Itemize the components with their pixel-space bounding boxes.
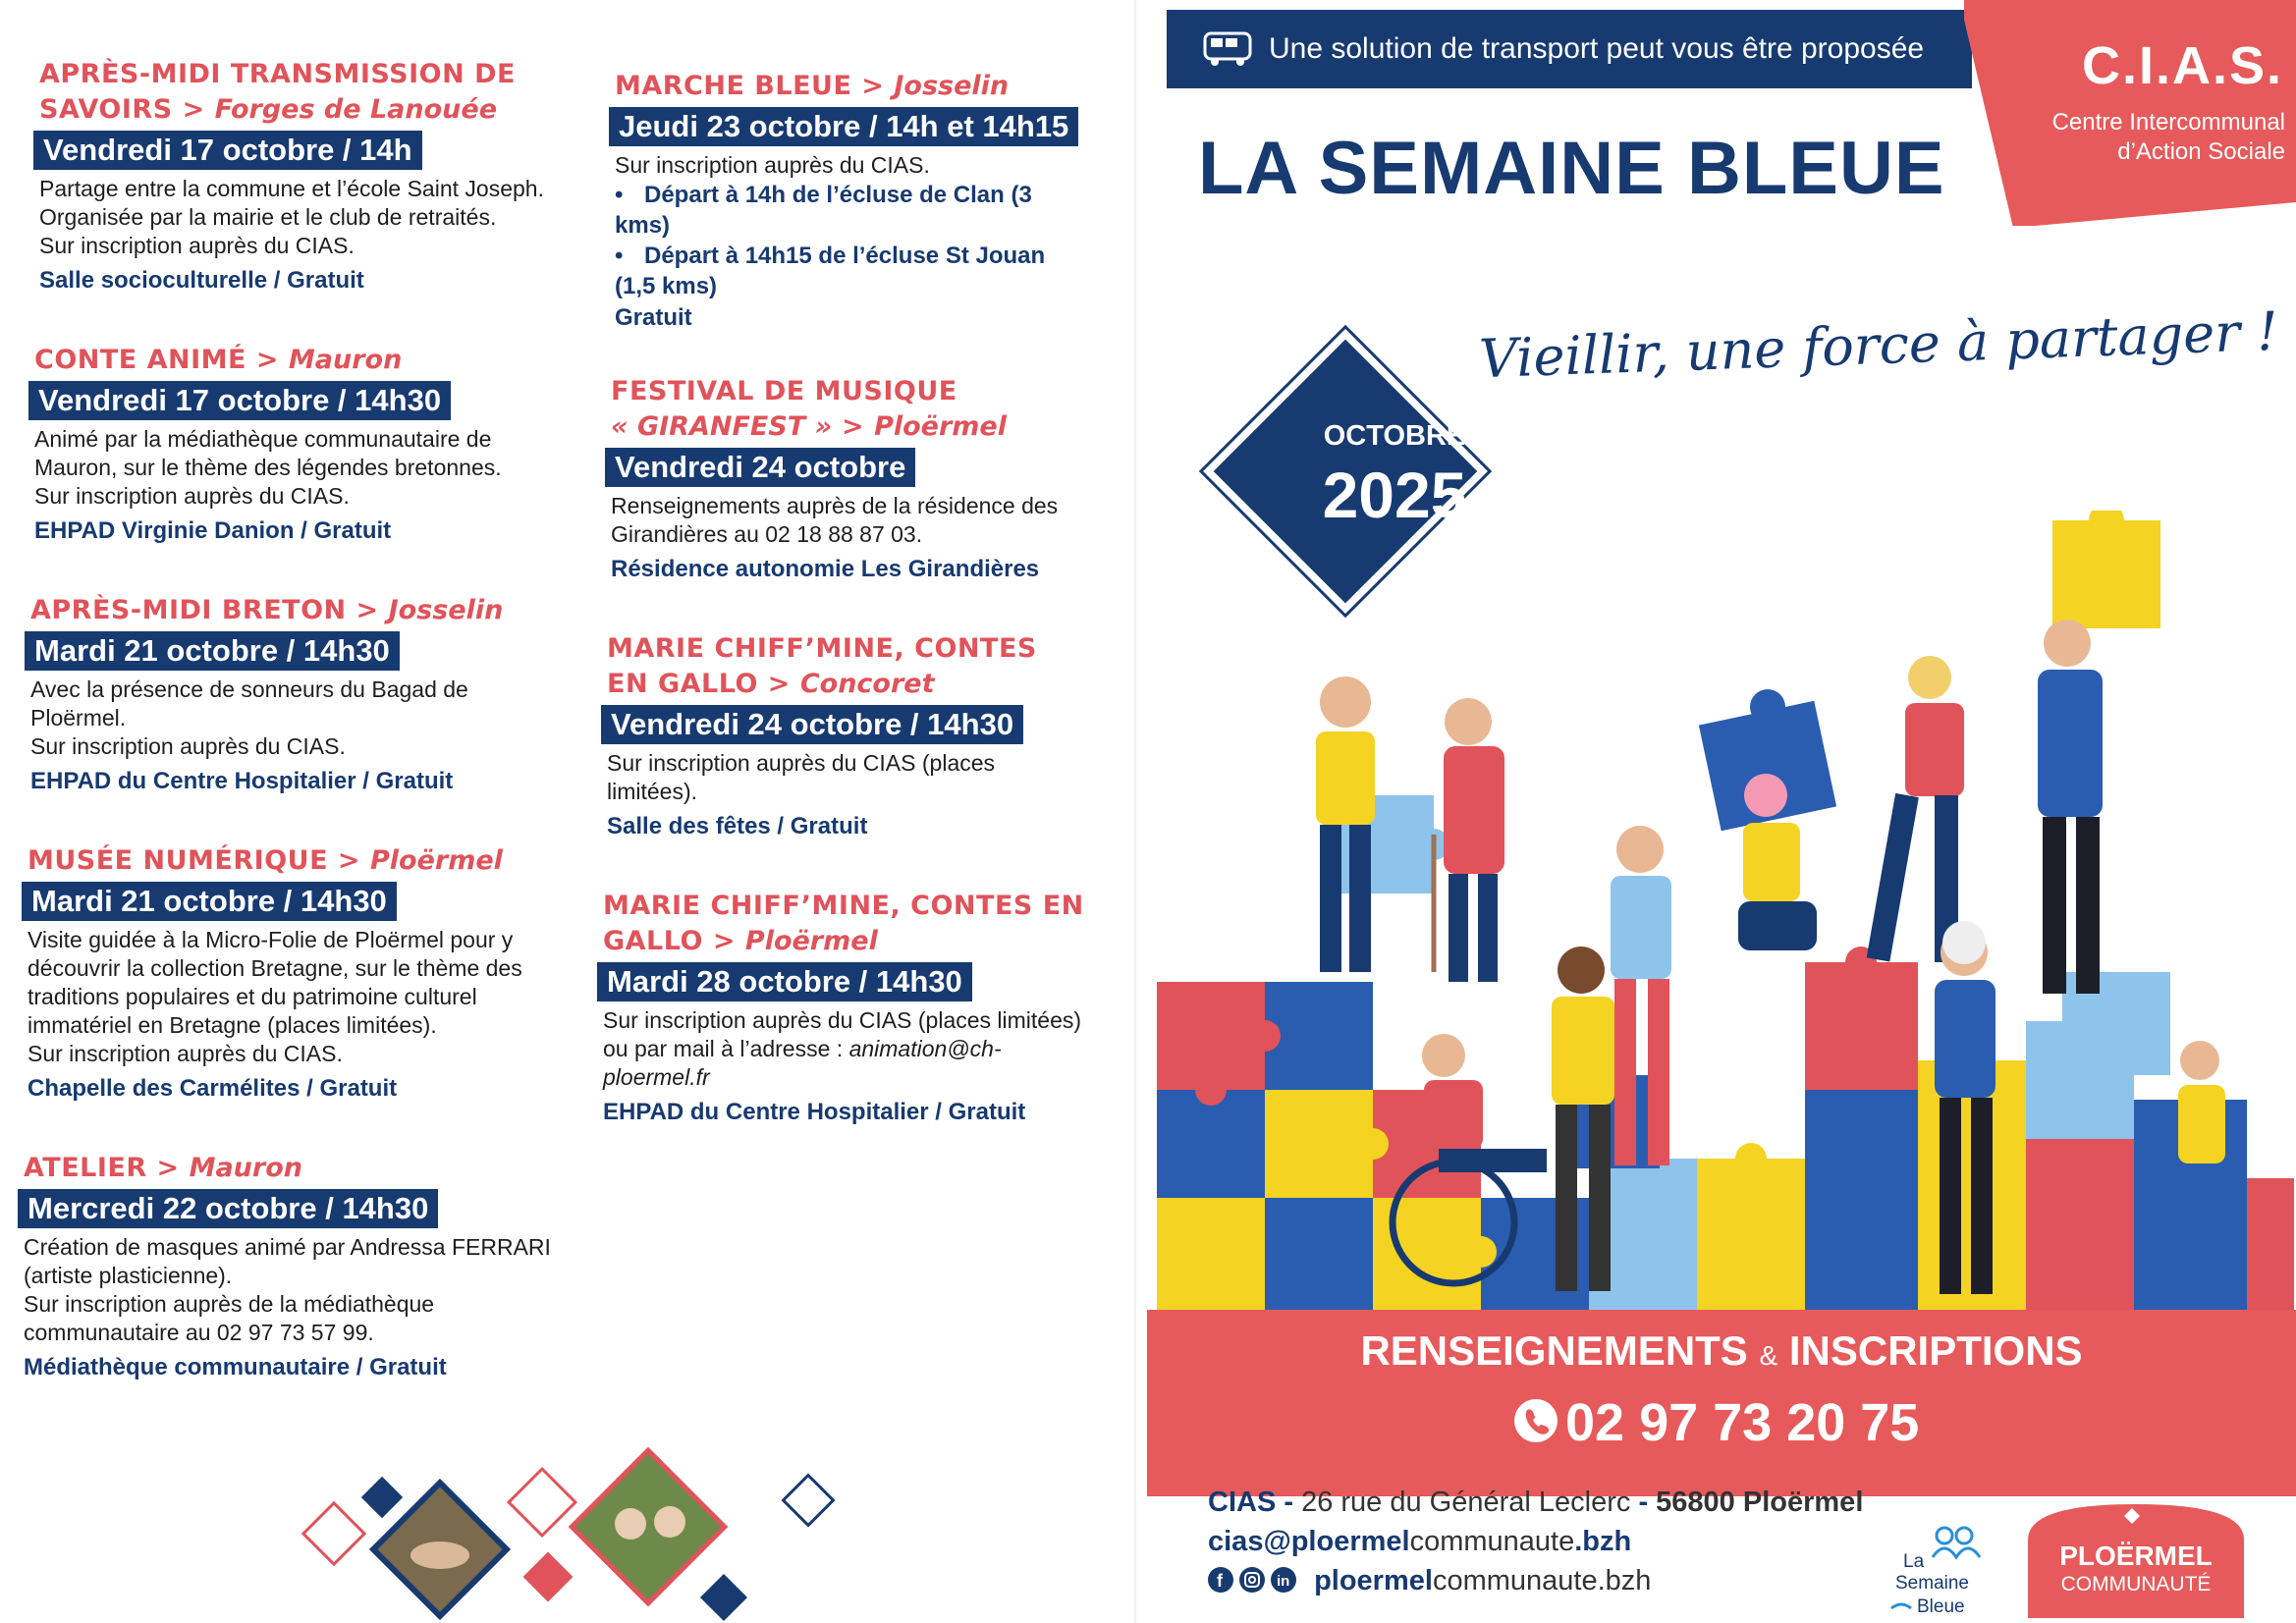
event-title: ATELIER bbox=[24, 1153, 147, 1183]
event-description: Sur inscription auprès du CIAS. • Départ à 14h de l’écluse de Clan (3 kms) • Départ à 14h15 de l’écluse St Jouan (1,5 kms) bbox=[615, 151, 1086, 301]
event-title: MARCHE BLEUE bbox=[615, 71, 852, 101]
info-title: RENSEIGNEMENTS & INSCRIPTIONS bbox=[1360, 1327, 2083, 1374]
event-date: Mercredi 22 octobre / 14h30 bbox=[18, 1189, 438, 1228]
event-location: Ploërmel bbox=[744, 926, 878, 956]
phone-icon bbox=[1512, 1397, 1559, 1444]
list-item: • Départ à 14h de l’écluse de Clan (3 kms) bbox=[615, 182, 1032, 239]
program-panel bbox=[0, 0, 1139, 1623]
diamond-navy bbox=[361, 1477, 403, 1518]
bus-icon bbox=[1202, 29, 1253, 69]
event-subtitle: « GIRANFEST » bbox=[611, 411, 833, 442]
event-description: Sur inscription auprès du CIAS (places limitées). bbox=[607, 750, 996, 804]
event-place: Résidence autonomie Les Girandières bbox=[611, 556, 1040, 582]
event-place: EHPAD Virginie Danion / Gratuit bbox=[34, 517, 392, 544]
event-date: Jeudi 23 octobre / 14h et 14h15 bbox=[609, 107, 1078, 146]
event-location: Ploërmel bbox=[369, 845, 503, 876]
event-place: Gratuit bbox=[615, 304, 692, 331]
diamond-outline-navy bbox=[784, 1476, 834, 1526]
svg-text:Bleue: Bleue bbox=[1917, 1596, 1965, 1617]
svg-text:Semaine: Semaine bbox=[1895, 1573, 1969, 1594]
photo-face bbox=[654, 1506, 685, 1538]
event-place: Salle des fêtes / Gratuit bbox=[607, 813, 868, 839]
photo-hands-shape bbox=[410, 1542, 469, 1569]
event-date: Mardi 21 octobre / 14h30 bbox=[25, 631, 400, 671]
program-column-1 bbox=[24, 57, 570, 1430]
event-4: MUSÉE NUMÉRIQUE > Ploërmel Mardi 21 octobre / 14h30 Visite guidée à la Micro-Folie de Ploërmel pour y découvrir la collection Bretagne, sur le thème des traditions populaires et du patrimoine culturel immatériel en Bretagne (places limitées). Sur inscription auprès du CIAS. Chapelle des Carmélites / Gratuit bbox=[27, 843, 570, 1106]
event-description: Renseignements auprès de la résidence des Girandières au 02 18 88 87 03. bbox=[611, 493, 1059, 547]
diamond-navy bbox=[700, 1574, 747, 1621]
svg-text:f: f bbox=[1217, 1571, 1223, 1591]
event-location: Ploërmel bbox=[874, 411, 1007, 442]
event-9: MARIE CHIFF’MINE, CONTES EN GALLO > Ploërmel Mardi 28 octobre / 14h30 Sur inscription auprès du CIAS (places limitées) ou par mail à l’adresse : animation@ch-ploermel.fr EHPAD du Centre Hospitalier / Gratuit bbox=[603, 889, 1086, 1129]
event-location: Josselin bbox=[894, 71, 1010, 101]
event-date: Vendredi 17 octobre / 14h bbox=[33, 131, 422, 170]
contact-email[interactable]: animation@ch-ploermel.fr bbox=[603, 1036, 1002, 1090]
instagram-icon[interactable] bbox=[1239, 1567, 1265, 1593]
cover-panel bbox=[1139, 0, 2296, 1623]
event-description: Partage entre la commune et l’école Saint Joseph. Organisée par la mairie et le club de retraités. Sur inscription auprès du CIAS. bbox=[39, 176, 544, 258]
event-date: Vendredi 24 octobre bbox=[605, 448, 915, 487]
event-7: FESTIVAL DE MUSIQUE « GIRANFEST » > Ploërmel Vendredi 24 octobre Renseignements auprès de la résidence des Girandières au 02 18 88 87 03. Résidence autonomie Les Girandières bbox=[611, 374, 1086, 586]
event-location: Josselin bbox=[388, 595, 504, 625]
website-link[interactable]: ploermelcommunaute.bzh bbox=[1314, 1565, 1652, 1596]
event-date: Vendredi 17 octobre / 14h30 bbox=[28, 381, 451, 420]
email-link[interactable]: cias@ploermelcommunaute.bzh bbox=[1208, 1526, 1632, 1557]
transport-banner bbox=[1167, 10, 1972, 88]
event-place: Salle socioculturelle / Gratuit bbox=[39, 267, 364, 294]
event-title: APRÈS-MIDI BRETON bbox=[30, 595, 347, 625]
event-2: CONTE ANIMÉ > Mauron Vendredi 17 octobre / 14h30 Animé par la médiathèque communautaire de Mauron, sur le thème des légendes bretonnes. Sur inscription auprès du CIAS. EHPAD Virginie Danion / Gratuit bbox=[34, 343, 570, 548]
event-title: MUSÉE NUMÉRIQUE bbox=[27, 845, 329, 876]
event-date: Mardi 28 octobre / 14h30 bbox=[597, 962, 972, 1001]
fold-line bbox=[1134, 0, 1136, 1623]
cias-subtitle: Centre Intercommunal d’Action Sociale bbox=[2051, 109, 2285, 165]
event-location: Concoret bbox=[799, 669, 935, 699]
diamond-outline-red bbox=[509, 1469, 575, 1536]
svg-text:La: La bbox=[1903, 1551, 1925, 1572]
event-3: APRÈS-MIDI BRETON > Josselin Mardi 21 octobre / 14h30 Avec la présence de sonneurs du Bagad de Ploërmel. Sur inscription auprès du CIAS. EHPAD du Centre Hospitalier / Gratuit bbox=[30, 593, 570, 798]
svg-text:in: in bbox=[1277, 1573, 1290, 1590]
diamond-outline-red bbox=[303, 1503, 364, 1564]
event-description: Création de masques animé par Andressa FERRARI (artiste plasticienne). Sur inscription auprès de la médiathèque communautaire au 02 97 73 57 99. bbox=[24, 1234, 551, 1345]
event-title: MARIE CHIFF’MINE, CONTES EN GALLO bbox=[607, 633, 1037, 699]
event-place: Chapelle des Carmélites / Gratuit bbox=[27, 1075, 398, 1102]
event-place: EHPAD du Centre Hospitalier / Gratuit bbox=[30, 768, 454, 794]
program-column-2 bbox=[603, 69, 1086, 1174]
event-description: Avec la présence de sonneurs du Bagad de Ploërmel. Sur inscription auprès du CIAS. bbox=[30, 676, 468, 759]
transport-text: Une solution de transport peut vous être proposée bbox=[1269, 32, 1925, 65]
photo-diamond-gardeners bbox=[572, 1450, 725, 1603]
social-icons bbox=[1208, 1565, 1306, 1595]
date-year: 2025 bbox=[1322, 459, 1467, 531]
event-8: MARIE CHIFF’MINE, CONTES EN GALLO > Concoret Vendredi 24 octobre / 14h30 Sur inscription auprès du CIAS (places limitées). Salle des fêtes / Gratuit bbox=[607, 631, 1086, 843]
event-date: Mardi 21 octobre / 14h30 bbox=[22, 882, 397, 921]
event-description: Sur inscription auprès du CIAS (places limitées) ou par mail à l’adresse : animation@ch-ploermel.fr bbox=[603, 1007, 1082, 1090]
contact-block bbox=[1208, 1483, 1863, 1600]
decorative-diamonds bbox=[285, 1443, 854, 1623]
ploermel-communaute-logo bbox=[2018, 1500, 2254, 1618]
event-5: ATELIER > Mauron Mercredi 22 octobre / 14h30 Création de masques animé par Andressa FERRARI (artiste plasticienne). Sur inscription auprès de la médiathèque communautaire au 02 97 73 57 99. Médiathèque communautaire / Gratuit bbox=[24, 1151, 570, 1384]
social-line bbox=[1208, 1561, 1863, 1600]
event-location: Mauron bbox=[189, 1153, 302, 1183]
event-description: Animé par la médiathèque communautaire de Mauron, sur le thème des légendes bretonnes. Sur inscription auprès du CIAS. bbox=[34, 426, 502, 509]
event-title: CONTE ANIMÉ bbox=[34, 345, 246, 375]
event-location: Forges de Lanouée bbox=[214, 94, 498, 125]
page-title: LA SEMAINE BLEUE bbox=[1198, 127, 1945, 210]
slogan: Vieillir, une force à partager ! bbox=[1478, 299, 2279, 391]
date-month: OCTOBRE bbox=[1323, 420, 1466, 452]
event-title: MARIE CHIFF’MINE, CONTES EN GALLO bbox=[603, 891, 1084, 956]
event-location: Mauron bbox=[288, 345, 403, 375]
diamond-red bbox=[523, 1552, 574, 1602]
event-1: APRÈS-MIDI TRANSMISSION DE SAVOIRS > Forges de Lanouée Vendredi 17 octobre / 14h Partage entre la commune et l’école Saint Joseph. Organisée par la mairie et le club de retraités. Sur inscription auprès du CIAS. Salle socioculturelle / Gratuit bbox=[39, 57, 570, 298]
address-line: CIAS - 26 rue du Général Leclerc - 56800 Ploërmel bbox=[1208, 1487, 1864, 1518]
cias-title: C.I.A.S. bbox=[2082, 36, 2284, 95]
svg-text:COMMUNAUTÉ: COMMUNAUTÉ bbox=[2060, 1573, 2212, 1596]
puzzle-illustration bbox=[1149, 511, 2296, 1316]
event-place: EHPAD du Centre Hospitalier / Gratuit bbox=[603, 1099, 1026, 1125]
semaine-bleue-logo bbox=[1886, 1524, 1994, 1622]
event-description: Visite guidée à la Micro-Folie de Ploërmel pour y découvrir la collection Bretagne, sur le thème des traditions populaires et du patrimoine culturel immatériel en Bretagne (places limitées). Sur inscription auprès du CIAS. bbox=[27, 927, 522, 1066]
event-date: Vendredi 24 octobre / 14h30 bbox=[601, 705, 1023, 744]
list-item: • Départ à 14h15 de l’écluse St Jouan (1,5 kms) bbox=[615, 243, 1046, 299]
phone-number[interactable]: 02 97 73 20 75 bbox=[1512, 1392, 1919, 1453]
photo-face bbox=[615, 1508, 646, 1540]
event-title: APRÈS-MIDI TRANSMISSION DE SAVOIRS bbox=[39, 59, 516, 125]
svg-text:PLOËRMEL: PLOËRMEL bbox=[2059, 1541, 2213, 1571]
departure-list bbox=[615, 180, 1086, 301]
event-6: MARCHE BLEUE > Josselin Jeudi 23 octobre / 14h et 14h15 Sur inscription auprès du CIAS. • Départ à 14h de l’écluse de Clan (3 kms) • Départ à 14h15 de l’écluse St Jouan (1,5 kms) Gratuit bbox=[615, 69, 1086, 335]
event-place: Médiathèque communautaire / Gratuit bbox=[24, 1354, 447, 1380]
event-title: FESTIVAL DE MUSIQUE bbox=[611, 376, 957, 406]
